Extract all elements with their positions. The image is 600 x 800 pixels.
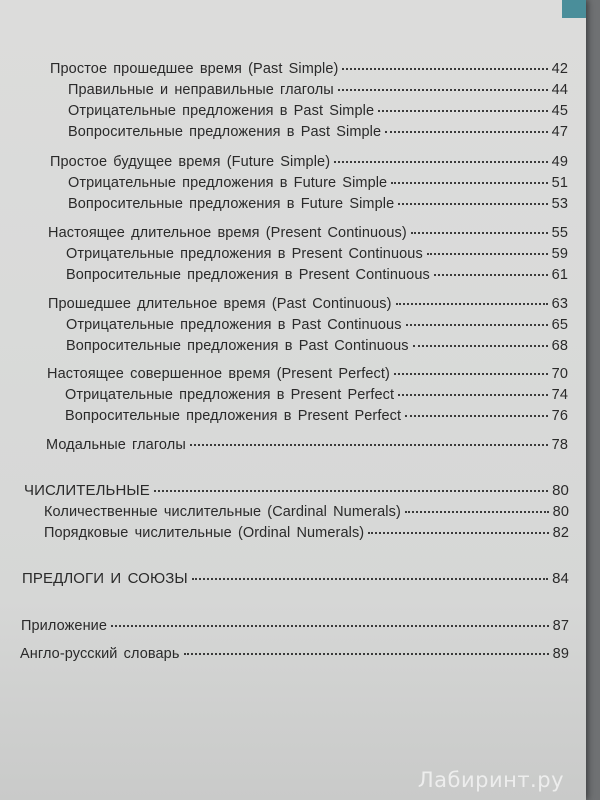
toc-entry — [68, 195, 568, 213]
toc-page: 61 — [551, 267, 568, 283]
toc-entry — [21, 617, 569, 635]
toc-page: 44 — [551, 82, 568, 98]
leader-dots — [434, 274, 548, 276]
toc-entry — [65, 386, 568, 404]
cover-edge — [562, 0, 586, 18]
toc-page: 51 — [551, 175, 568, 191]
toc-page: 59 — [551, 246, 568, 262]
toc-title: Отрицательные предложения в Past Continuous — [66, 317, 402, 333]
leader-dots — [411, 232, 548, 234]
site-watermark: Лабиринт.ру — [417, 768, 564, 792]
toc-entry — [44, 524, 569, 542]
toc-entry — [50, 153, 568, 171]
leader-dots — [154, 490, 548, 492]
leader-dots — [413, 345, 548, 347]
toc-title: Простое прошедшее время (Past Simple) — [50, 61, 339, 77]
toc-title: Англо-русский словарь — [20, 646, 180, 662]
leader-dots — [192, 578, 548, 580]
toc-section-entry — [22, 570, 569, 588]
toc-page: 84 — [552, 570, 569, 587]
toc-page: 70 — [551, 366, 568, 382]
toc-page: 63 — [551, 296, 568, 312]
toc-entry — [66, 316, 568, 334]
toc-page: 65 — [551, 317, 568, 333]
leader-dots — [391, 182, 547, 184]
toc-entry — [48, 224, 568, 242]
leader-dots — [405, 511, 549, 513]
toc-title: Вопросительные предложения в Present Perfect — [65, 408, 402, 424]
toc-title: Отрицательные предложения в Present Perfect — [65, 387, 395, 403]
leader-dots — [368, 532, 548, 534]
leader-dots — [111, 625, 549, 627]
leader-dots — [394, 373, 548, 375]
toc-title: ПРЕДЛОГИ И СОЮЗЫ — [22, 570, 188, 587]
toc-title: Прошедшее длительное время (Past Continuous) — [48, 296, 392, 312]
toc-title: Отрицательные предложения в Present Continuous — [66, 246, 423, 262]
toc-page: 74 — [551, 387, 568, 403]
toc-title: Отрицательные предложения в Past Simple — [68, 103, 375, 119]
toc-title: Правильные и неправильные глаголы — [68, 82, 334, 98]
toc-page: 42 — [551, 61, 568, 77]
toc-title: Порядковые числительные (Ordinal Numerals) — [44, 525, 365, 541]
toc-title: Модальные глаголы — [46, 437, 186, 453]
toc-entry — [65, 407, 568, 425]
toc-page: 68 — [551, 338, 568, 354]
toc-title: Вопросительные предложения в Past Simple — [68, 124, 382, 140]
toc-page: 53 — [551, 196, 568, 212]
toc-entry — [46, 436, 568, 454]
toc-section-entry — [24, 482, 569, 500]
toc-entry — [50, 60, 568, 78]
toc-entry — [68, 102, 568, 120]
leader-dots — [385, 131, 547, 133]
toc-entry — [68, 81, 568, 99]
leader-dots — [398, 203, 547, 205]
toc-page: 49 — [551, 154, 568, 170]
toc-page: 55 — [551, 225, 568, 241]
toc-title: Настоящее совершенное время (Present Perfect) — [47, 366, 390, 382]
leader-dots — [338, 89, 548, 91]
leader-dots — [398, 394, 548, 396]
toc-title: Простое будущее время (Future Simple) — [50, 154, 331, 170]
toc-page: 87 — [552, 618, 569, 634]
toc-page: 89 — [552, 646, 569, 662]
toc-page: 45 — [551, 103, 568, 119]
toc-title: Приложение — [21, 618, 108, 634]
toc-entry — [66, 337, 568, 355]
toc-title: Количественные числительные (Cardinal Numerals) — [44, 504, 401, 520]
toc-entry — [68, 123, 568, 141]
toc-entry — [47, 365, 568, 383]
leader-dots — [342, 68, 547, 70]
toc-page: 80 — [552, 504, 569, 520]
toc-title: Вопросительные предложения в Future Simple — [68, 196, 395, 212]
leader-dots — [334, 161, 548, 163]
toc-title: Отрицательные предложения в Future Simple — [68, 175, 388, 191]
toc-title: ЧИСЛИТЕЛЬНЫЕ — [24, 482, 150, 499]
leader-dots — [427, 253, 548, 255]
toc-entry — [44, 503, 569, 521]
toc-title: Вопросительные предложения в Past Continuous — [66, 338, 409, 354]
leader-dots — [406, 324, 548, 326]
toc-page: 80 — [552, 482, 569, 499]
leader-dots — [184, 653, 549, 655]
leader-dots — [190, 444, 548, 446]
leader-dots — [405, 415, 548, 417]
toc-page: 82 — [552, 525, 569, 541]
toc-page: 47 — [551, 124, 568, 140]
leader-dots — [396, 303, 548, 305]
toc-title: Вопросительные предложения в Present Continuous — [66, 267, 430, 283]
toc-entry — [20, 645, 569, 663]
toc-entry — [66, 245, 568, 263]
toc-entry — [48, 295, 568, 313]
leader-dots — [378, 110, 548, 112]
toc-page: 78 — [551, 437, 568, 453]
toc-title: Настоящее длительное время (Present Continuous) — [48, 225, 407, 241]
toc-entry — [66, 266, 568, 284]
toc-page: 76 — [551, 408, 568, 424]
toc-entry — [68, 174, 568, 192]
